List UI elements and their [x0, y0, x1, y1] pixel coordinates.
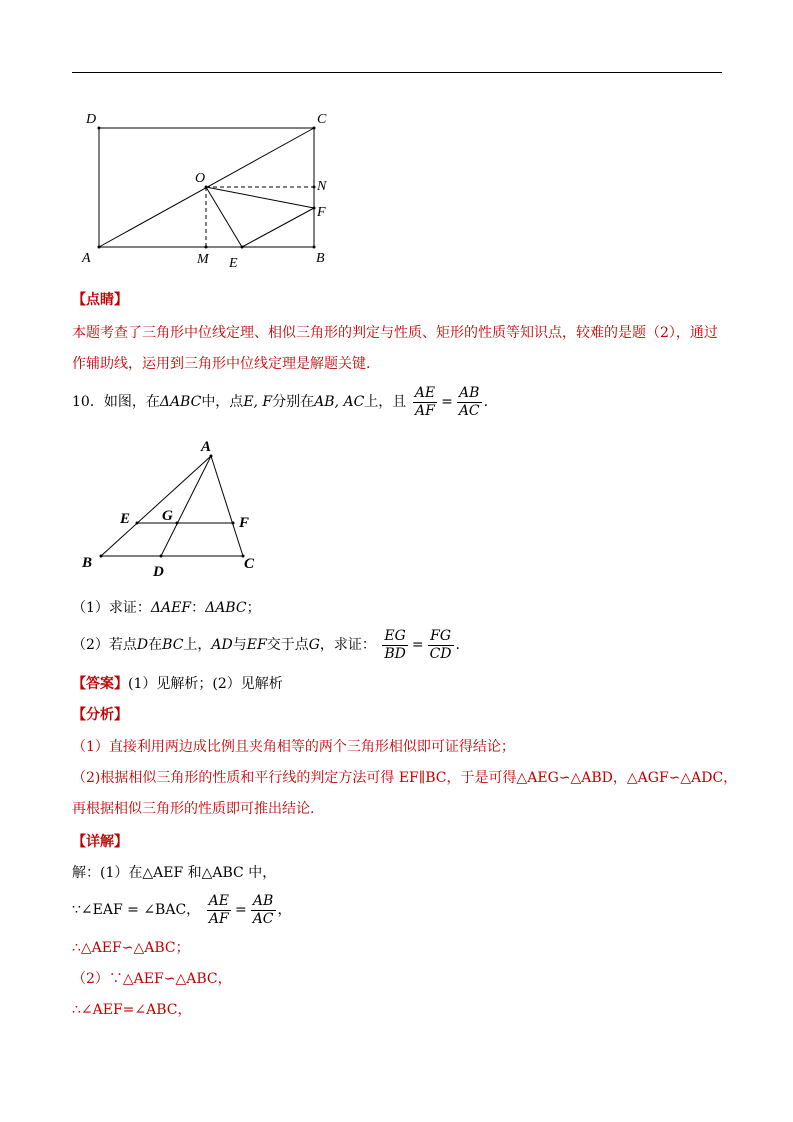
detail-line3: ∴△AEF∽△ABC；: [72, 940, 190, 956]
fraction-ae-af-2: $\frac{AE}{AF}$: [208, 892, 229, 927]
seg-ab: [101, 456, 211, 556]
detail-line5: ∴∠AEF=∠ABC，: [72, 1002, 192, 1018]
label-a2: A: [201, 439, 212, 455]
dianjing-heading: 【点睛】: [72, 292, 128, 308]
label-b: B: [316, 251, 325, 266]
analysis-line2: （2)根据相似三角形的性质和平行线的判定方法可得 EF∥BC，于是可得△AEG∽△ABD，△AGF∽△ADC，: [72, 770, 738, 786]
part-1: （1）求证：ΔAEF：ΔABC；: [72, 600, 261, 616]
answer-text: (1）见解析；(2）见解析: [128, 676, 283, 692]
label-d: D: [86, 112, 97, 127]
fraction-ab-ac-2: $\frac{AB}{AC}$: [252, 892, 274, 927]
label-e: E: [229, 256, 238, 271]
part-2: （2）若点D在BC上，AD与EF交于点G，求证： $\frac{EG}{BD}$ = $\frac{FG}{CD}$ .: [72, 627, 460, 662]
figure-triangle: [0, 430, 793, 580]
label-g2: G: [162, 508, 173, 524]
seg-of: [206, 187, 314, 208]
seg-oe: [206, 187, 242, 247]
seg-ef: [242, 208, 314, 247]
fraction-ae-af: $\frac{AE}{AF}$: [414, 384, 436, 419]
label-b2: B: [82, 555, 93, 571]
answer-heading: 【答案】: [72, 676, 128, 692]
label-a: A: [82, 251, 91, 266]
label-n: N: [317, 179, 327, 194]
dianjing-line2: 作辅助线，运用到三角形中位线定理是解题关键.: [72, 356, 371, 372]
label-e2: E: [120, 511, 131, 527]
fraction-ab-ac: $\frac{AB}{AC}$: [458, 384, 480, 419]
detail-line2: ∵∠EAF = ∠BAC， $\frac{AE}{AF}$ = $\frac{AB}{AC}$ ，: [72, 892, 292, 927]
fraction-eg-bd: $\frac{EG}{BD}$: [384, 627, 406, 662]
detail-line4: （2）∵△AEF∽△ABC，: [72, 971, 232, 987]
label-o: O: [195, 171, 206, 186]
analysis-line3: 再根据相似三角形的性质即可推出结论.: [72, 801, 315, 817]
label-c2: C: [244, 556, 255, 572]
label-c: C: [317, 112, 327, 127]
answer-line: [72, 674, 283, 694]
label-m: M: [197, 252, 209, 267]
label-d2: D: [153, 564, 164, 580]
seg-ac2: [211, 456, 243, 556]
label-f: F: [317, 205, 326, 220]
detail-heading: 【详解】: [72, 834, 128, 850]
analysis-heading: 【分析】: [72, 707, 128, 723]
seg-ad: [161, 456, 211, 556]
analysis-line1: （1）直接利用两边成比例且夹角相等的两个三角形相似即可证得结论；: [72, 739, 515, 755]
detail-line1: 解：(1）在△AEF 和△ABC 中，: [72, 865, 277, 881]
label-f2: F: [239, 515, 250, 531]
fraction-fg-cd: $\frac{FG}{CD}$: [429, 627, 452, 662]
header-rule: [72, 72, 722, 73]
question-10: 10．如图，在ΔABC中，点E, F分别在AB, AC上，且 $\frac{AE}{AF}$ = $\frac{AB}{AC}$ .: [72, 384, 489, 419]
dianjing-line1: 本题考查了三角形中位线定理、相似三角形的判定与性质、矩形的性质等知识点，较难的是题（2），通过: [72, 325, 718, 341]
